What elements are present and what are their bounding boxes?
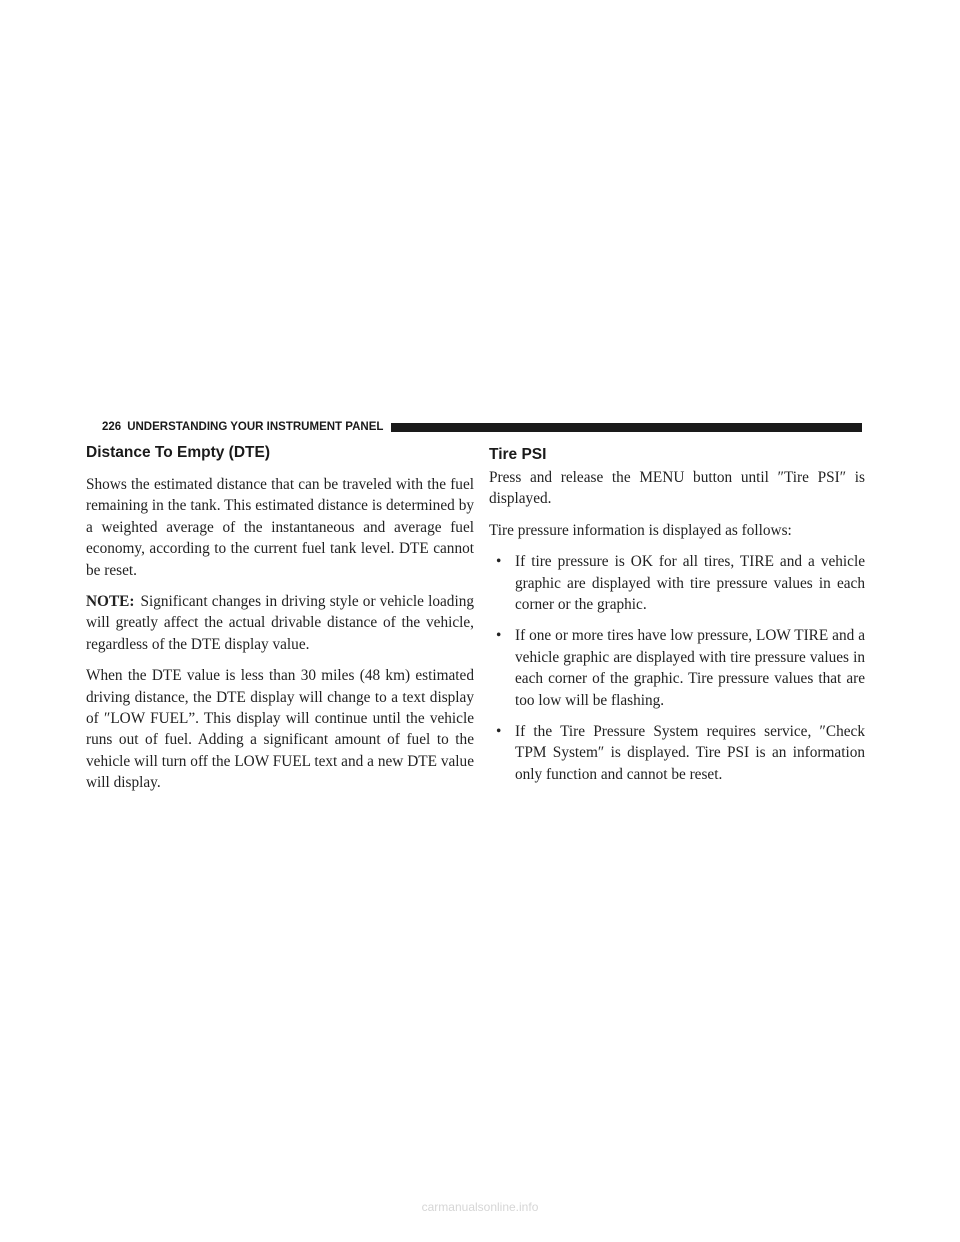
bullet-text: If the Tire Pressure System requires service, ″Check TPM System″ is displayed. Tire PSI is an information only function and cannot be reset. bbox=[515, 723, 865, 783]
bullet-text: If one or more tires have low pressure, LOW TIRE and a vehicle graphic are displayed with tire pressure values in each corner of the graphic. Tire pressure values that are too low will be flashing. bbox=[515, 627, 865, 709]
header-rule bbox=[391, 423, 862, 432]
tire-psi-bullet-list bbox=[489, 551, 865, 785]
list-item bbox=[489, 625, 865, 711]
note-label: NOTE: bbox=[86, 593, 135, 611]
tire-psi-intro: Press and release the MENU button until ″Tire PSI″ is displayed. bbox=[489, 469, 865, 508]
bullet-icon: • bbox=[496, 723, 502, 741]
list-item bbox=[489, 721, 865, 785]
dte-low-fuel-paragraph: When the DTE value is less than 30 miles (48 km) estimated driving distance, the DTE display will change to a text display of ″LOW FUEL”. This display will continue until the vehicle runs out of fuel. Adding a significant amount of fuel to the vehicle will turn off the LOW FUEL text and a new DTE value will display. bbox=[86, 667, 474, 792]
tire-psi-info: Tire pressure information is displayed as follows: bbox=[489, 521, 792, 539]
tire-psi-heading: Tire PSI bbox=[489, 446, 547, 463]
page-header bbox=[102, 420, 862, 434]
watermark: carmanualsonline.info bbox=[421, 1200, 539, 1214]
right-column bbox=[489, 443, 865, 795]
list-item bbox=[489, 551, 865, 615]
section-title: UNDERSTANDING YOUR INSTRUMENT PANEL bbox=[127, 421, 384, 433]
bullet-icon: • bbox=[496, 627, 502, 645]
note-text: Significant changes in driving style or vehicle loading will greatly affect the actual drivable distance of the vehicle, regardless of the DTE display value. bbox=[86, 593, 474, 653]
page-number: 226 bbox=[102, 421, 122, 433]
dte-description: Shows the estimated distance that can be traveled with the fuel remaining in the tank. This estimated distance is determined by a weighted average of the instantaneous and average fuel economy, according to the current fuel tank level. DTE cannot be reset. bbox=[86, 476, 474, 579]
bullet-text: If tire pressure is OK for all tires, TIRE and a vehicle graphic are displayed with tire pressure values in each corner or the graphic. bbox=[515, 553, 865, 614]
bullet-icon: • bbox=[496, 553, 502, 571]
dte-heading: Distance To Empty (DTE) bbox=[86, 444, 271, 461]
dte-note bbox=[86, 591, 474, 655]
left-column bbox=[86, 443, 474, 804]
